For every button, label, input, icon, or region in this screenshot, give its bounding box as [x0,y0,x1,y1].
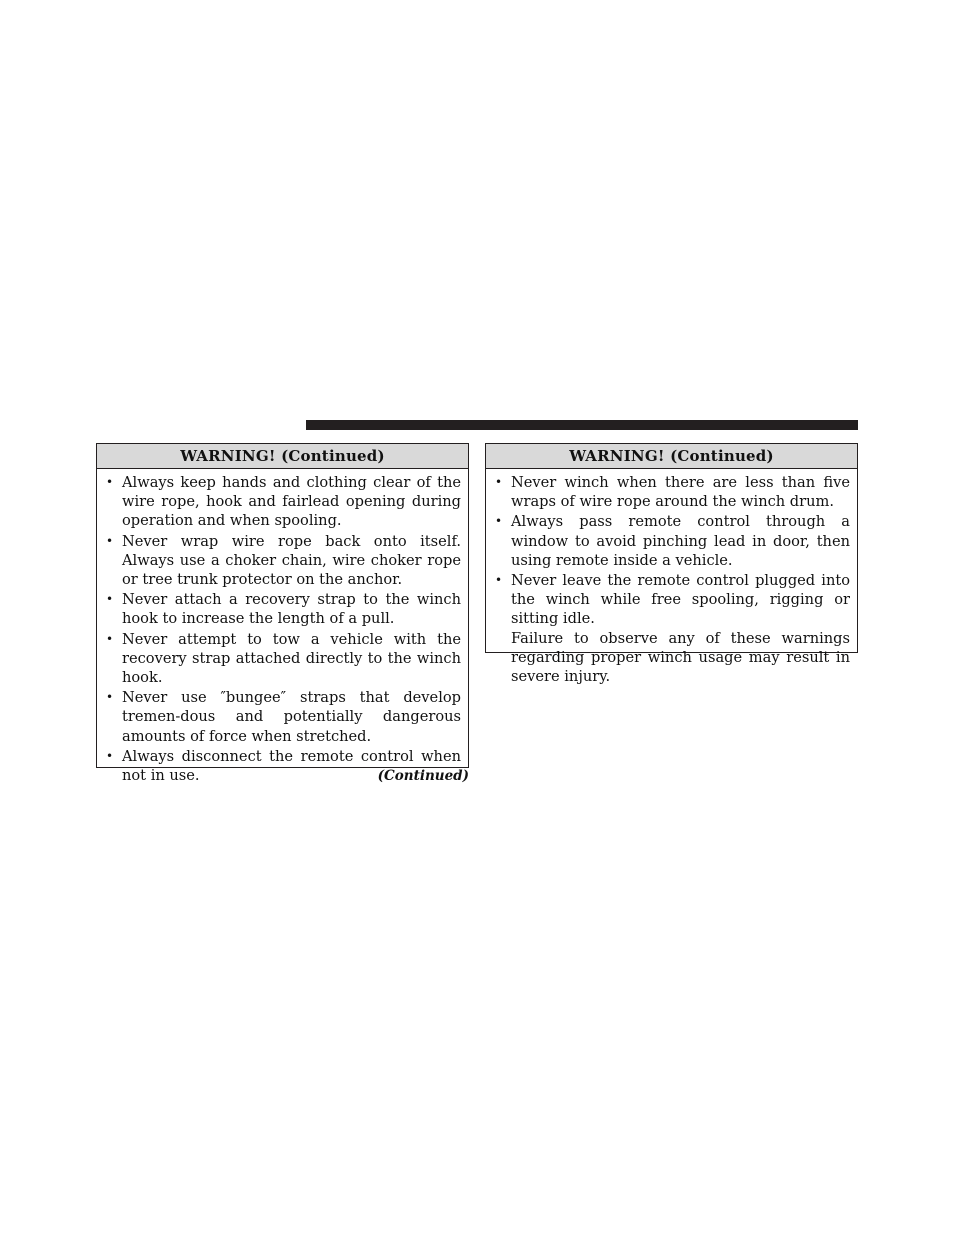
list-item-text: Never winch when there are less than five wraps of wire rope around the winch drum. [511,474,850,511]
bullet-icon: • [106,533,114,548]
bullet-icon: • [106,592,114,607]
list-item-text: Never leave the remote control plugged into the winch while free spooling, rigging or sitting idle. [511,572,850,628]
bullet-icon: • [495,514,503,529]
list-item [104,532,461,590]
bullet-icon: • [106,475,114,489]
list-item-text: Never attempt to tow a vehicle with the recovery strap attached directly to the winch hook. [122,630,461,687]
list-item [104,473,461,531]
list-item-text: Always disconnect the remote control when not in use. [122,747,461,785]
warning-body [486,469,857,686]
list-item-text: Never wrap wire rope back onto itself. Always use a choker chain, wire choker rope or tree trunk protector on the anchor. [122,532,461,589]
list-item [493,473,850,511]
bullet-icon: • [495,475,503,489]
section-header-bar [306,420,858,430]
warning-box-right [485,443,858,686]
list-item [493,571,850,629]
warning-header: WARNING! (Continued) [97,444,468,469]
list-item-text: Always pass remote control through a window to avoid pinching lead in door, then using remote inside a vehicle. [511,513,850,569]
warning-body [97,469,468,785]
list-item [104,630,461,688]
list-item [104,688,461,746]
continued-label: (Continued) [377,768,469,784]
list-item [493,512,850,570]
bullet-icon: • [495,573,503,588]
bullet-icon: • [106,690,114,705]
warning-footer-note: Failure to observe any of these warnings regarding proper winch usage may result in severe injury. [511,629,850,686]
list-item [104,590,461,628]
warning-list [104,473,461,785]
list-item-text: Never use ″bungee″ straps that develop tremen-dous and potentially dangerous amounts of force when stretched. [122,689,461,745]
warning-header: WARNING! (Continued) [486,444,857,469]
bullet-icon: • [106,631,114,646]
bullet-icon: • [106,748,114,763]
warning-box-left [96,443,469,785]
list-item-text: Always keep hands and clothing clear of the wire rope, hook and fairlead opening during operation and when spooling. [122,474,461,530]
list-item-text: Never attach a recovery strap to the winch hook to increase the length of a pull. [122,591,461,628]
warning-list [493,473,850,629]
